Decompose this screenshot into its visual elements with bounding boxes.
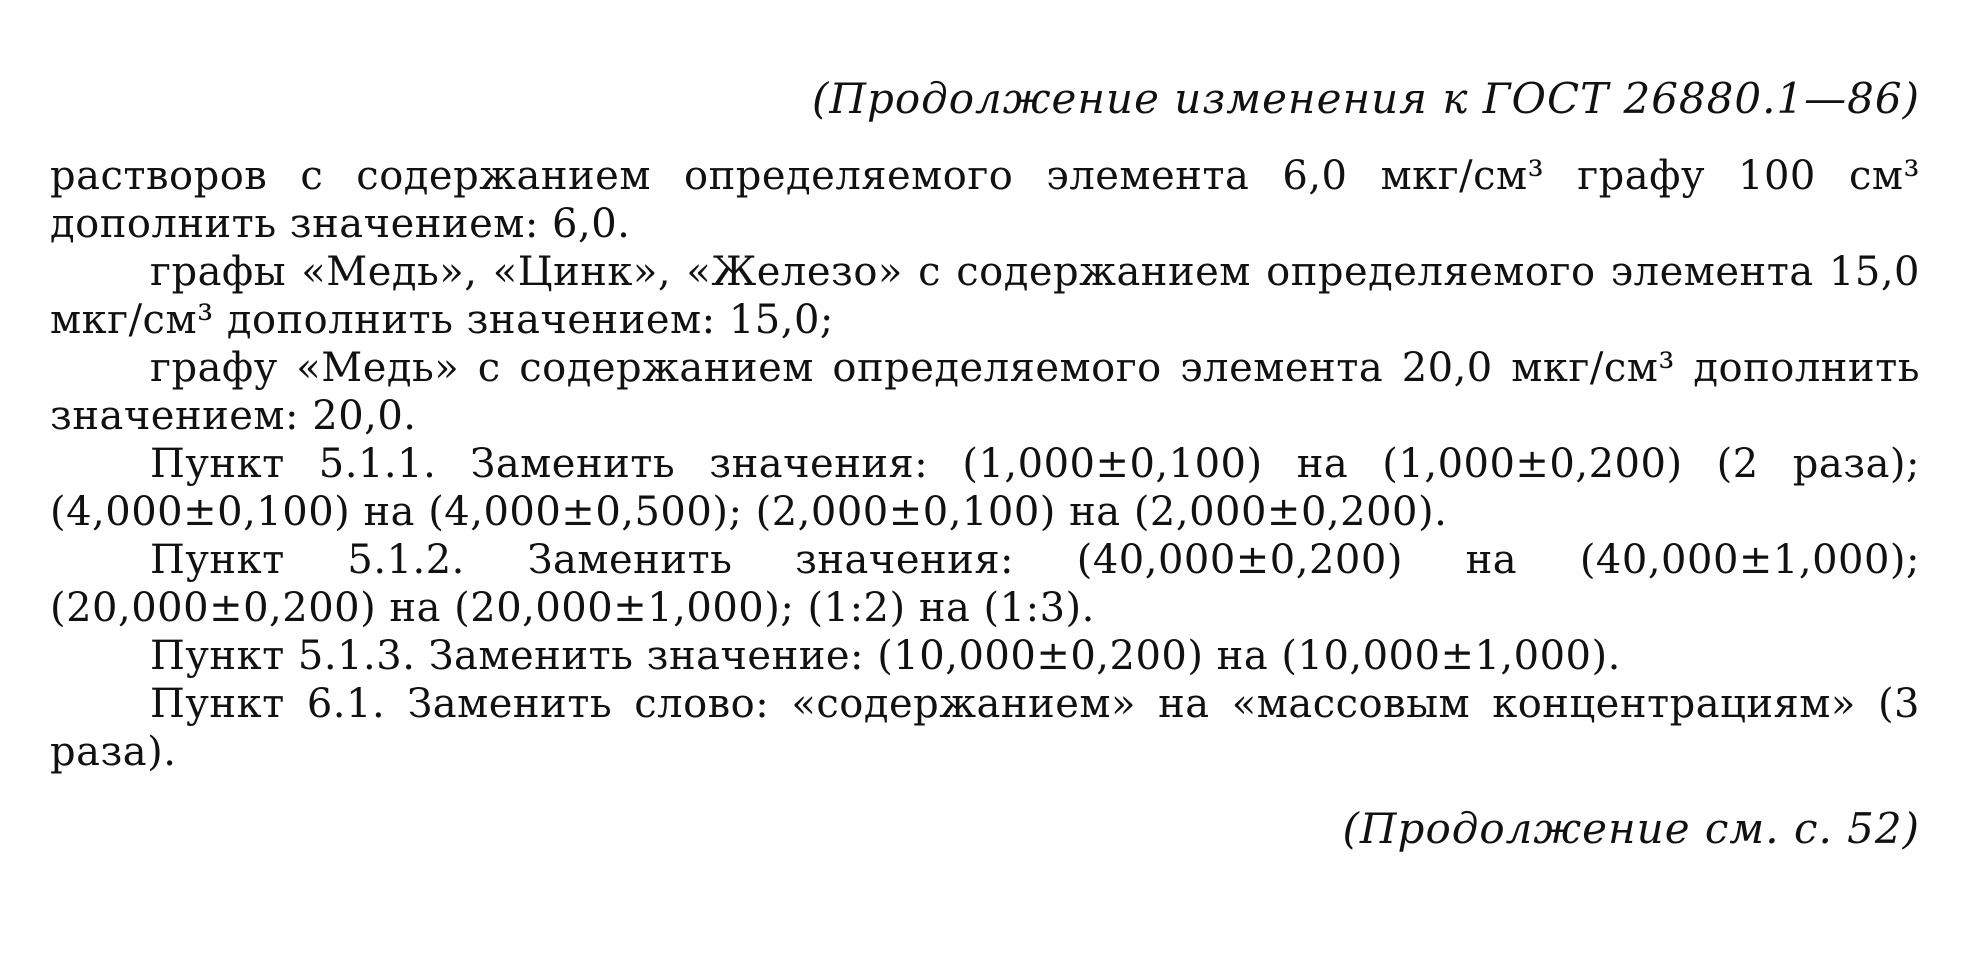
paragraph-copper-20: графу «Медь» с содержанием определяемого элемента 20,0 мкг/см³ дополнить значением: 20,0. — [50, 345, 1920, 439]
continuation-header: (Продолжение изменения к ГОСТ 26880.1—86) — [811, 74, 1920, 123]
paragraph-item-5-1-2: Пункт 5.1.2. Заменить значения: (40,000±0,200) на (40,000±1,000); (20,000±0,200) на (20,000±1,000); (1:2) на (1:3). — [50, 537, 1920, 631]
paragraph-item-6-1: Пункт 6.1. Заменить слово: «содержанием» на «массовым концентрациям» (3 раза). — [50, 681, 1920, 775]
paragraph-solutions-6: растворов с содержанием определяемого элемента 6,0 мкг/см³ графу 100 см³ дополнить значением: 6,0. — [50, 153, 1920, 247]
body-text — [50, 152, 1920, 776]
continuation-footer: (Продолжение см. с. 52) — [1342, 804, 1920, 853]
paragraph-columns-15: графы «Медь», «Цинк», «Железо» с содержанием определяемого элемента 15,0 мкг/см³ дополнить значением: 15,0; — [50, 249, 1920, 343]
paragraph-item-5-1-1: Пункт 5.1.1. Заменить значения: (1,000±0,100) на (1,000±0,200) (2 раза); (4,000±0,100) на (4,000±0,500); (2,000±0,100) на (2,000±0,200). — [50, 441, 1920, 535]
document-page — [50, 0, 1920, 970]
paragraph-item-5-1-3: Пункт 5.1.3. Заменить значение: (10,000±0,200) на (10,000±1,000). — [150, 633, 1621, 679]
